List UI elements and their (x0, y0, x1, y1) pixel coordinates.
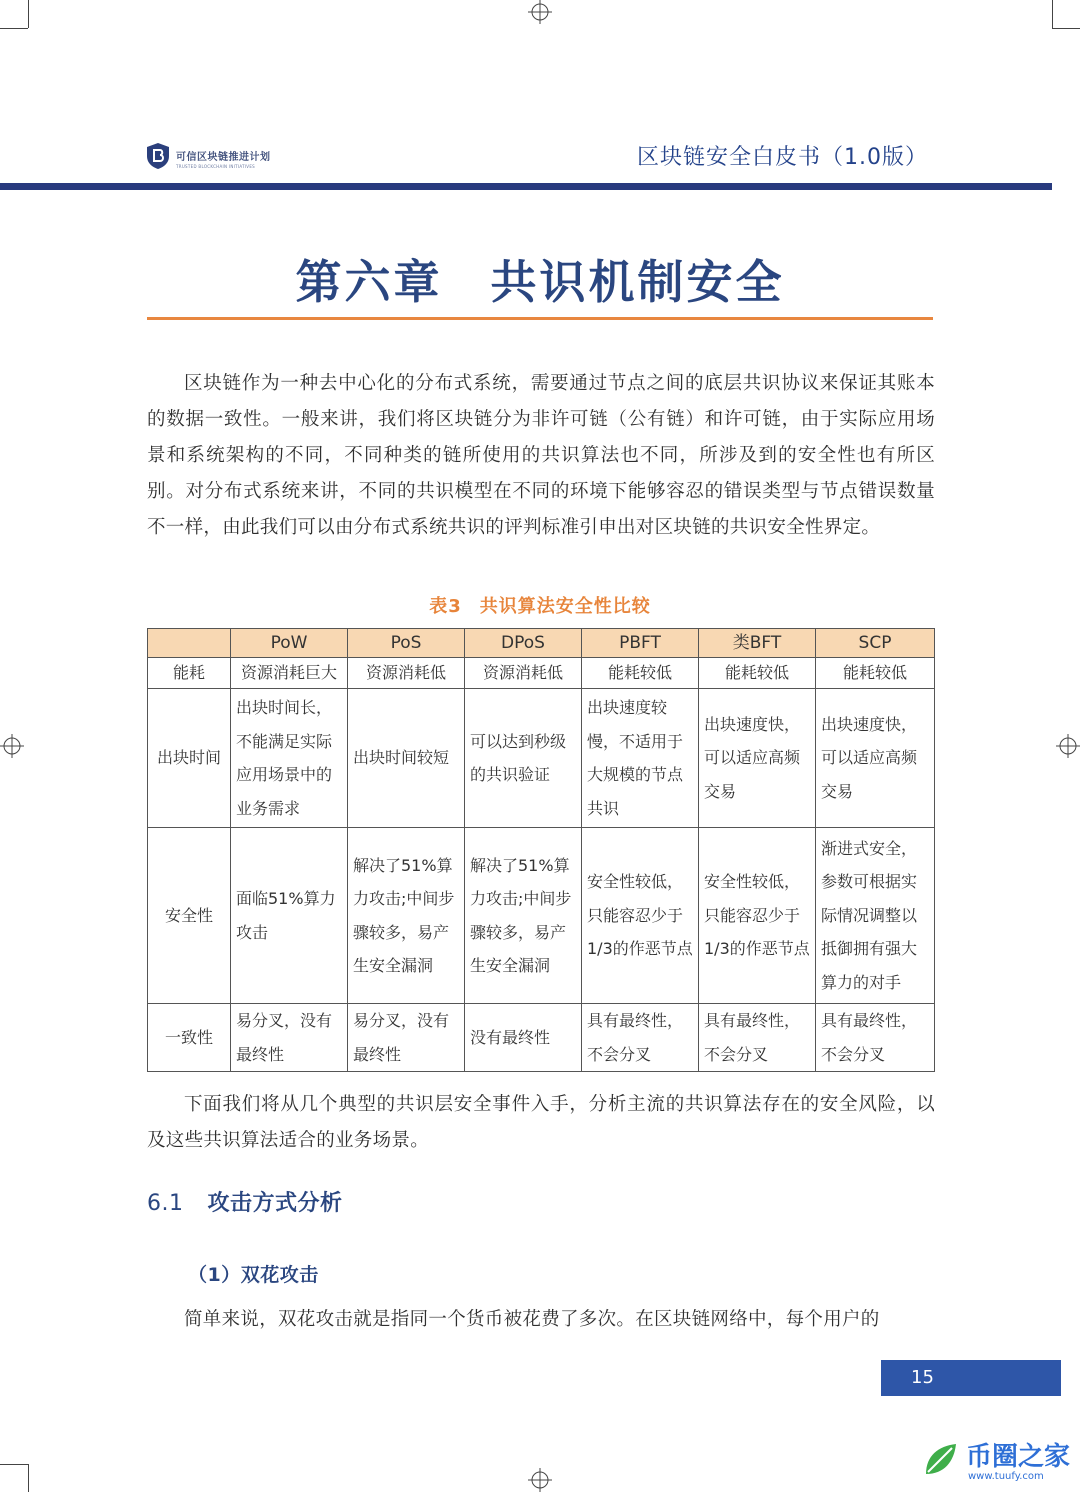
table-cell: 出块速度快，可以适应高频交易 (816, 689, 935, 828)
table-cell: 面临51%算力攻击 (231, 828, 348, 1004)
table-cell: 出块速度快，可以适应高频交易 (699, 689, 816, 828)
intro-paragraph: 区块链作为一种去中心化的分布式系统，需要通过节点之间的底层共识协议来保证其账本的数据一致性。一般来讲，我们将区块链分为非许可链（公有链）和许可链，由于实际应用场景和系统架构的不同，不同种类的链所使用的共识算法也不同，所涉及到的安全性也有所区别。对分布式系统来讲，不同的共识模型在不同的环境下能够容忍的错误类型与节点错误数量不一样，由此我们可以由分布式系统共识的评判标准引申出对区块链的共识安全性界定。 (147, 373, 935, 538)
registration-mark-right (1056, 734, 1080, 758)
document-title: 区块链安全白皮书（1.0版） (637, 145, 928, 170)
table-cell: 出块时间较短 (348, 689, 465, 828)
crop-mark-top-right-v (1052, 0, 1053, 28)
table-cell: 渐进式安全，参数可根据实际情况调整以抵御拥有强大算力的对手 (816, 828, 935, 1004)
table-row (148, 689, 935, 828)
table-cell: 没有最终性 (465, 1004, 582, 1072)
table-header-cell: PoW (231, 629, 348, 658)
table-cell: 出块速度较慢，不适用于大规模的节点共识 (582, 689, 699, 828)
header-logo (146, 142, 271, 174)
table-cell: 易分叉，没有最终性 (348, 1004, 465, 1072)
table-cell: 能耗较低 (816, 658, 935, 689)
page-number: 15 (881, 1360, 1061, 1396)
table-cell: 能耗较低 (699, 658, 816, 689)
header-rule (0, 183, 1052, 190)
last-paragraph: 简单来说，双花攻击就是指同一个货币被花费了多次。在区块链网络中，每个用户的 (184, 1309, 880, 1330)
crop-mark-bottom-left-v (28, 1464, 29, 1492)
chapter-number: 第六章 (295, 255, 443, 309)
table-cell: 资源消耗低 (465, 658, 582, 689)
table-cell: 可以达到秒级的共识验证 (465, 689, 582, 828)
watermark-url: www.tuufy.com (968, 1470, 1044, 1482)
table-header-cell: DPoS (465, 629, 582, 658)
table-cell: 解决了51%算力攻击;中间步骤较多，易产生安全漏洞 (348, 828, 465, 1004)
table-cell: 具有最终性，不会分叉 (816, 1004, 935, 1072)
table-row (148, 1004, 935, 1072)
crop-mark-bottom-left-h (0, 1464, 28, 1465)
table-cell: 安全性较低，只能容忍少于1/3的作恶节点 (582, 828, 699, 1004)
table-header-cell: SCP (816, 629, 935, 658)
table-cell: 能耗较低 (582, 658, 699, 689)
subsection-heading: （1）双花攻击 (188, 1264, 319, 1286)
crop-mark-top-right-h (1052, 28, 1080, 29)
logo-sub-text: TRUSTED BLOCKCHAIN INITIATIVES (176, 163, 255, 169)
table-caption-number: 表3 (429, 596, 462, 617)
chapter-title (0, 246, 1080, 312)
table-cell: 具有最终性，不会分叉 (699, 1004, 816, 1072)
table-cell: 安全性较低，只能容忍少于1/3的作恶节点 (699, 828, 816, 1004)
table-caption (0, 592, 1080, 618)
table-row-label: 能耗 (148, 658, 231, 689)
table-header-row (148, 629, 935, 658)
table-row (148, 828, 935, 1004)
logo-main-text: 可信区块链推进计划 (176, 151, 271, 163)
watermark-main-text: 币圈之家 (966, 1441, 1071, 1472)
table-row-label: 出块时间 (148, 689, 231, 828)
section-number: 6.1 (147, 1191, 184, 1216)
table-cell: 资源消耗巨大 (231, 658, 348, 689)
table-header-cell: PoS (348, 629, 465, 658)
section-title: 攻击方式分析 (207, 1191, 343, 1216)
table-header-cell: 类BFT (699, 629, 816, 658)
table-cell: 解决了51%算力攻击;中间步骤较多，易产生安全漏洞 (465, 828, 582, 1004)
table-caption-title: 共识算法安全性比较 (479, 596, 651, 617)
table-row-label: 安全性 (148, 828, 231, 1004)
registration-mark-bottom (528, 1468, 552, 1492)
chapter-rule (147, 317, 933, 320)
consensus-comparison-table (147, 628, 935, 1072)
registration-mark-left (0, 734, 24, 758)
section-heading (147, 1186, 343, 1217)
table-cell: 出块时间长，不能满足实际应用场景中的业务需求 (231, 689, 348, 828)
after-table-paragraph: 下面我们将从几个典型的共识层安全事件入手，分析主流的共识算法存在的安全风险，以及这些共识算法适合的业务场景。 (147, 1094, 935, 1151)
table-row-label: 一致性 (148, 1004, 231, 1072)
table-cell: 具有最终性，不会分叉 (582, 1004, 699, 1072)
crop-mark-top-left-v (28, 0, 29, 28)
registration-mark-top (528, 0, 552, 24)
crop-mark-top-left-h (0, 28, 28, 29)
watermark (920, 1440, 1070, 1484)
chapter-name: 共识机制安全 (490, 255, 785, 309)
table-header-cell (148, 629, 231, 658)
table-header-cell: PBFT (582, 629, 699, 658)
leaf-logo-icon (920, 1440, 960, 1484)
table-row (148, 658, 935, 689)
table-cell: 资源消耗低 (348, 658, 465, 689)
shield-logo-icon (146, 142, 170, 174)
table-cell: 易分叉，没有最终性 (231, 1004, 348, 1072)
